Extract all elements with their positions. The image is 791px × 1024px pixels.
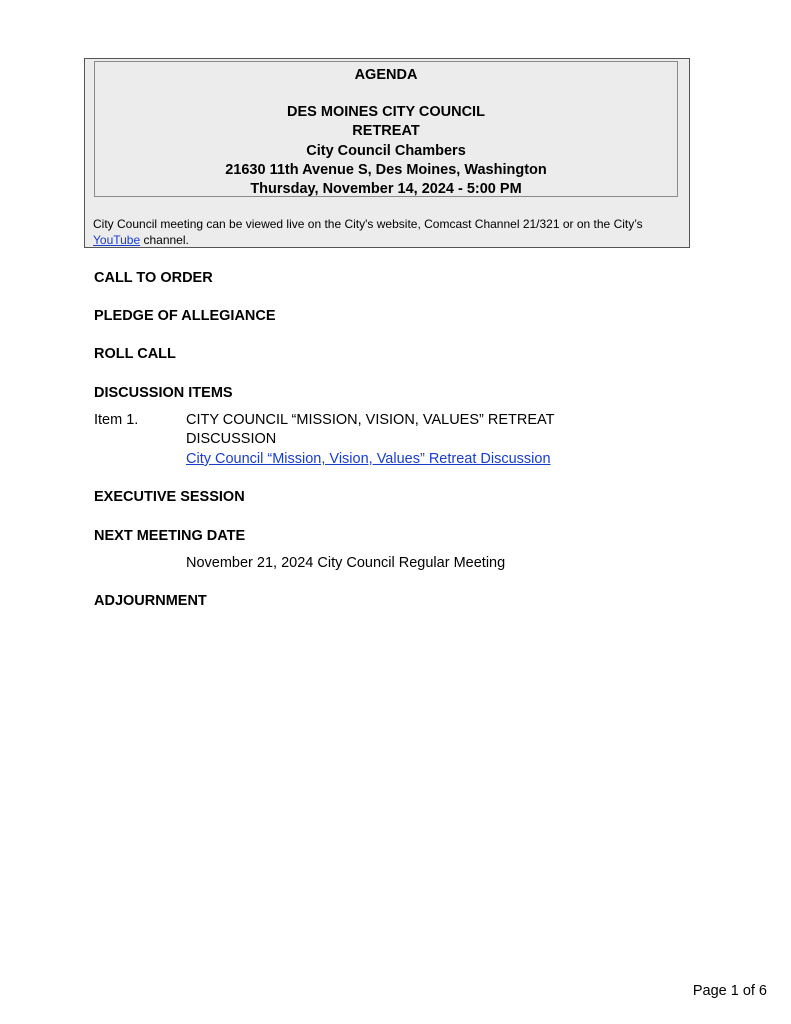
item-link[interactable]: City Council “Mission, Vision, Values” Retreat Discussion bbox=[186, 451, 551, 467]
section-discussion-items: DISCUSSION ITEMS bbox=[94, 385, 233, 401]
next-meeting-text: November 21, 2024 City Council Regular Meeting bbox=[186, 555, 506, 571]
meeting-type: RETREAT bbox=[352, 123, 420, 139]
section-executive-session: EXECUTIVE SESSION bbox=[94, 489, 245, 505]
item-label: Item 1. bbox=[94, 412, 139, 428]
section-pledge: PLEDGE OF ALLEGIANCE bbox=[94, 308, 276, 324]
title-block bbox=[94, 61, 678, 197]
section-call-to-order: CALL TO ORDER bbox=[94, 270, 213, 286]
section-next-meeting-date: NEXT MEETING DATE bbox=[94, 528, 246, 544]
agenda-title: AGENDA bbox=[354, 67, 418, 83]
section-roll-call: ROLL CALL bbox=[94, 346, 176, 362]
meeting-datetime: Thursday, November 14, 2024 - 5:00 PM bbox=[250, 181, 522, 197]
notice-text-before: City Council meeting can be viewed live on the City's website, Comcast Channel 21/321 or on the City’s bbox=[93, 217, 643, 231]
agenda-header-box bbox=[84, 58, 690, 248]
viewing-notice bbox=[93, 216, 673, 248]
section-adjournment: ADJOURNMENT bbox=[94, 593, 207, 609]
meeting-location: City Council Chambers bbox=[306, 143, 466, 159]
council-name: DES MOINES CITY COUNCIL bbox=[287, 104, 485, 120]
youtube-link[interactable]: YouTube bbox=[93, 233, 141, 247]
item-title: CITY COUNCIL “MISSION, VISION, VALUES” RETREAT DISCUSSION bbox=[186, 412, 555, 447]
notice-text-after: channel. bbox=[140, 233, 189, 247]
meeting-address: 21630 11th Avenue S, Des Moines, Washington bbox=[225, 162, 547, 178]
page-number: Page 1 of 6 bbox=[692, 983, 767, 999]
